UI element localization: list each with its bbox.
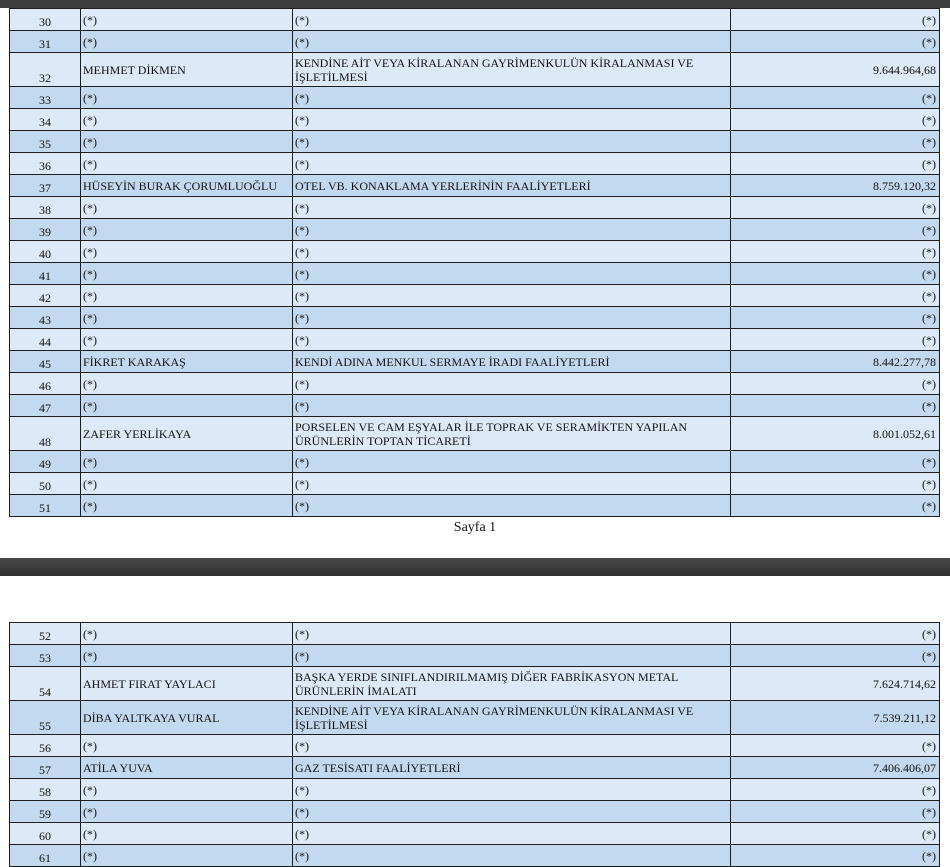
row-number-cell: 56 <box>10 735 81 757</box>
table-row <box>10 417 940 451</box>
table-row <box>10 701 940 735</box>
table-row <box>10 285 940 307</box>
table-row <box>10 823 940 845</box>
tax-amount-cell: (*) <box>731 373 940 395</box>
table-row <box>10 801 940 823</box>
table-row <box>10 395 940 417</box>
table-row <box>10 241 940 263</box>
tax-amount-cell: (*) <box>731 87 940 109</box>
table-row <box>10 9 940 31</box>
row-number-cell: 30 <box>10 9 81 31</box>
row-number-cell: 54 <box>10 667 81 701</box>
row-number-cell: 57 <box>10 757 81 779</box>
row-number-cell: 40 <box>10 241 81 263</box>
document-page-2 <box>0 576 950 865</box>
table-row <box>10 87 940 109</box>
table-row <box>10 31 940 53</box>
taxpayer-name-cell: (*) <box>81 307 293 329</box>
activity-cell: (*) <box>293 329 731 351</box>
tax-amount-cell: (*) <box>731 197 940 219</box>
row-number-cell: 50 <box>10 473 81 495</box>
taxpayer-name-cell: (*) <box>81 109 293 131</box>
activity-cell: (*) <box>293 451 731 473</box>
row-number-cell: 34 <box>10 109 81 131</box>
tax-amount-cell: (*) <box>731 131 940 153</box>
tax-amount-cell: (*) <box>731 219 940 241</box>
tax-amount-cell: (*) <box>731 307 940 329</box>
activity-cell: (*) <box>293 645 731 667</box>
tax-amount-cell: 7.624.714,62 <box>731 667 940 701</box>
activity-cell: (*) <box>293 623 731 645</box>
tax-amount-cell: 8.442.277,78 <box>731 351 940 373</box>
activity-cell: (*) <box>293 395 731 417</box>
table-row <box>10 451 940 473</box>
row-number-cell: 39 <box>10 219 81 241</box>
activity-cell: (*) <box>293 219 731 241</box>
row-number-cell: 61 <box>10 845 81 867</box>
taxpayer-name-cell: (*) <box>81 473 293 495</box>
row-number-cell: 37 <box>10 175 81 197</box>
taxpayer-name-cell: (*) <box>81 451 293 473</box>
tax-amount-cell: (*) <box>731 109 940 131</box>
row-number-cell: 48 <box>10 417 81 451</box>
row-number-cell: 53 <box>10 645 81 667</box>
page-footer: Sayfa 1 <box>453 520 497 535</box>
taxpayer-name-cell: (*) <box>81 801 293 823</box>
taxpayer-name-cell: (*) <box>81 285 293 307</box>
taxpayer-name-cell: (*) <box>81 735 293 757</box>
row-number-cell: 47 <box>10 395 81 417</box>
taxpayer-table-page-2 <box>9 622 940 867</box>
table-row <box>10 329 940 351</box>
tax-amount-cell: (*) <box>731 823 940 845</box>
activity-cell: (*) <box>293 285 731 307</box>
tax-amount-cell: (*) <box>731 623 940 645</box>
tax-amount-cell: (*) <box>731 395 940 417</box>
row-number-cell: 41 <box>10 263 81 285</box>
table-row <box>10 495 940 517</box>
taxpayer-name-cell: (*) <box>81 823 293 845</box>
table-row <box>10 197 940 219</box>
activity-cell: KENDİ ADINA MENKUL SERMAYE İRADI FAALİYETLERİ <box>293 351 731 373</box>
row-number-cell: 31 <box>10 31 81 53</box>
activity-cell: (*) <box>293 263 731 285</box>
table-row <box>10 175 940 197</box>
activity-cell: (*) <box>293 87 731 109</box>
row-number-cell: 58 <box>10 779 81 801</box>
table-row <box>10 473 940 495</box>
activity-cell: KENDİNE AİT VEYA KİRALANAN GAYRİMENKULÜN KİRALANMASI VE İŞLETİLMESİ <box>293 53 731 87</box>
taxpayer-name-cell: (*) <box>81 87 293 109</box>
taxpayer-table-page-1 <box>9 8 940 517</box>
table-row <box>10 735 940 757</box>
taxpayer-name-cell: (*) <box>81 845 293 867</box>
taxpayer-name-cell: (*) <box>81 329 293 351</box>
row-number-cell: 35 <box>10 131 81 153</box>
tax-amount-cell: (*) <box>731 451 940 473</box>
activity-cell: (*) <box>293 131 731 153</box>
row-number-cell: 36 <box>10 153 81 175</box>
activity-cell: (*) <box>293 31 731 53</box>
table-row <box>10 263 940 285</box>
tax-amount-cell: (*) <box>731 241 940 263</box>
tax-amount-cell: (*) <box>731 9 940 31</box>
activity-cell: BAŞKA YERDE SINIFLANDIRILMAMIŞ DİĞER FABRİKASYON METAL ÜRÜNLERİN İMALATI <box>293 667 731 701</box>
taxpayer-name-cell: (*) <box>81 197 293 219</box>
taxpayer-name-cell: (*) <box>81 495 293 517</box>
table-row <box>10 307 940 329</box>
tax-amount-cell: (*) <box>731 495 940 517</box>
activity-cell: (*) <box>293 241 731 263</box>
activity-cell: (*) <box>293 495 731 517</box>
activity-cell: (*) <box>293 801 731 823</box>
tax-amount-cell: (*) <box>731 645 940 667</box>
taxpayer-name-cell: (*) <box>81 779 293 801</box>
activity-cell: (*) <box>293 197 731 219</box>
activity-cell: (*) <box>293 779 731 801</box>
row-number-cell: 43 <box>10 307 81 329</box>
activity-cell: (*) <box>293 823 731 845</box>
table-row <box>10 845 940 867</box>
taxpayer-name-cell: (*) <box>81 395 293 417</box>
taxpayer-name-cell: (*) <box>81 9 293 31</box>
tax-amount-cell: (*) <box>731 285 940 307</box>
taxpayer-name-cell: ZAFER YERLİKAYA <box>81 417 293 451</box>
row-number-cell: 38 <box>10 197 81 219</box>
taxpayer-name-cell: (*) <box>81 645 293 667</box>
table-row <box>10 109 940 131</box>
activity-cell: (*) <box>293 735 731 757</box>
tax-amount-cell: 9.644.964,68 <box>731 53 940 87</box>
table-row <box>10 373 940 395</box>
table-row <box>10 623 940 645</box>
activity-cell: OTEL VB. KONAKLAMA YERLERİNİN FAALİYETLERİ <box>293 175 731 197</box>
row-number-cell: 59 <box>10 801 81 823</box>
taxpayer-name-cell: (*) <box>81 219 293 241</box>
document-page-1 <box>0 8 950 558</box>
taxpayer-name-cell: HÜSEYİN BURAK ÇORUMLUOĞLU <box>81 175 293 197</box>
activity-cell: GAZ TESİSATI FAALİYETLERİ <box>293 757 731 779</box>
table-row <box>10 351 940 373</box>
tax-amount-cell: 7.539.211,12 <box>731 701 940 735</box>
activity-cell: PORSELEN VE CAM EŞYALAR İLE TOPRAK VE SERAMİKTEN YAPILAN ÜRÜNLERİN TOPTAN TİCARETİ <box>293 417 731 451</box>
taxpayer-name-cell: (*) <box>81 373 293 395</box>
activity-cell: KENDİNE AİT VEYA KİRALANAN GAYRİMENKULÜN KİRALANMASI VE İŞLETİLMESİ <box>293 701 731 735</box>
taxpayer-name-cell: FİKRET KARAKAŞ <box>81 351 293 373</box>
taxpayer-name-cell: (*) <box>81 153 293 175</box>
tax-amount-cell: (*) <box>731 735 940 757</box>
activity-cell: (*) <box>293 473 731 495</box>
row-number-cell: 44 <box>10 329 81 351</box>
row-number-cell: 52 <box>10 623 81 645</box>
activity-cell: (*) <box>293 845 731 867</box>
taxpayer-name-cell: (*) <box>81 263 293 285</box>
table-row <box>10 757 940 779</box>
taxpayer-name-cell: (*) <box>81 131 293 153</box>
tax-amount-cell: (*) <box>731 779 940 801</box>
tax-amount-cell: (*) <box>731 153 940 175</box>
row-number-cell: 49 <box>10 451 81 473</box>
tax-amount-cell: (*) <box>731 473 940 495</box>
taxpayer-name-cell: (*) <box>81 623 293 645</box>
activity-cell: (*) <box>293 109 731 131</box>
table-row <box>10 153 940 175</box>
row-number-cell: 45 <box>10 351 81 373</box>
tax-amount-cell: (*) <box>731 329 940 351</box>
table-row <box>10 645 940 667</box>
table-row <box>10 53 940 87</box>
table-row <box>10 131 940 153</box>
activity-cell: (*) <box>293 9 731 31</box>
tax-amount-cell: (*) <box>731 845 940 867</box>
taxpayer-name-cell: MEHMET DİKMEN <box>81 53 293 87</box>
page-separator <box>0 558 950 576</box>
table-row <box>10 667 940 701</box>
taxpayer-name-cell: DİBA YALTKAYA VURAL <box>81 701 293 735</box>
tax-amount-cell: (*) <box>731 263 940 285</box>
activity-cell: (*) <box>293 153 731 175</box>
row-number-cell: 33 <box>10 87 81 109</box>
row-number-cell: 60 <box>10 823 81 845</box>
row-number-cell: 42 <box>10 285 81 307</box>
table-row <box>10 219 940 241</box>
taxpayer-name-cell: (*) <box>81 241 293 263</box>
row-number-cell: 51 <box>10 495 81 517</box>
taxpayer-name-cell: (*) <box>81 31 293 53</box>
taxpayer-name-cell: AHMET FIRAT YAYLACI <box>81 667 293 701</box>
tax-amount-cell: (*) <box>731 801 940 823</box>
tax-amount-cell: 7.406.406,07 <box>731 757 940 779</box>
activity-cell: (*) <box>293 373 731 395</box>
tax-amount-cell: (*) <box>731 31 940 53</box>
tax-amount-cell: 8.001.052,61 <box>731 417 940 451</box>
taxpayer-name-cell: ATİLA YUVA <box>81 757 293 779</box>
row-number-cell: 55 <box>10 701 81 735</box>
row-number-cell: 32 <box>10 53 81 87</box>
table-row <box>10 779 940 801</box>
row-number-cell: 46 <box>10 373 81 395</box>
activity-cell: (*) <box>293 307 731 329</box>
viewer-top-bar <box>0 0 950 8</box>
tax-amount-cell: 8.759.120,32 <box>731 175 940 197</box>
